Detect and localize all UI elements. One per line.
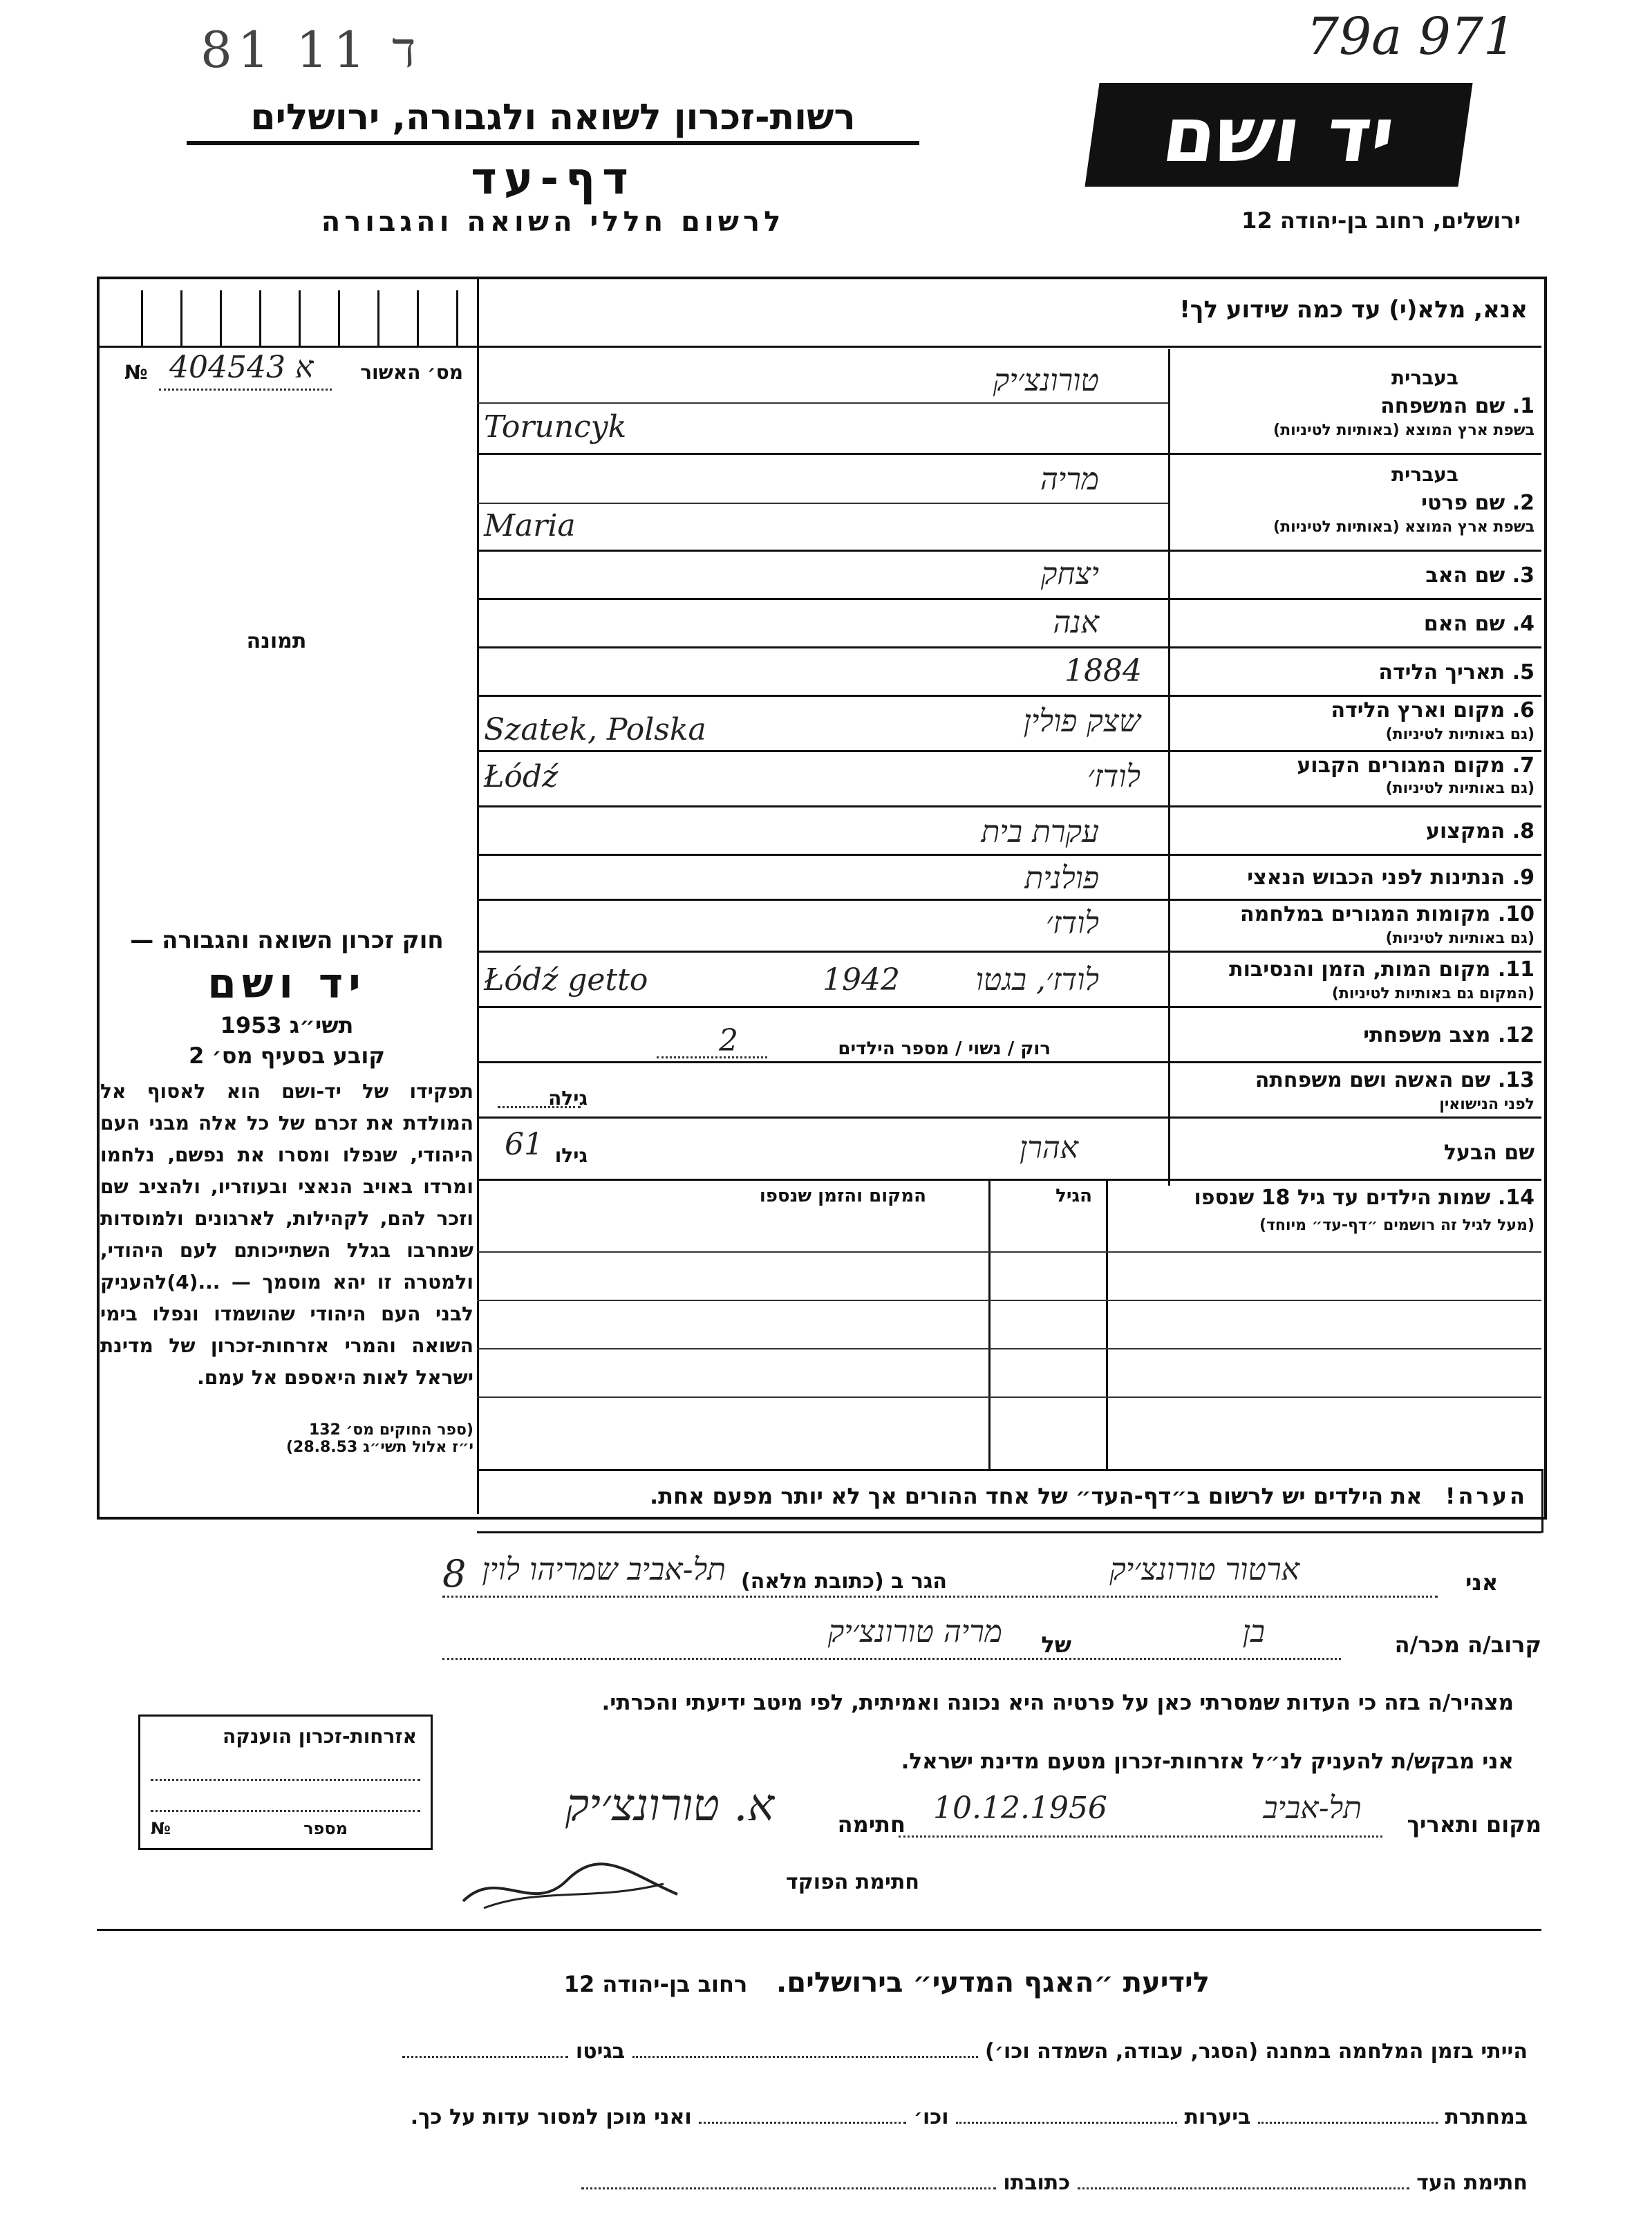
decl-statement-2: אני מבקש/ת להעניק לנ״ל אזרחות-זכרון מטעם מדינת ישראל. [901, 1749, 1514, 1774]
rule [477, 951, 1541, 953]
field12-children-label: רוק / נשוי / מספר הילדים [838, 1038, 1051, 1059]
field6-hebrew-value: שצק פולין [1023, 704, 1141, 739]
approval-value: 404543 א [169, 350, 314, 385]
field3-num: 3. [1512, 563, 1534, 588]
rule [151, 1810, 420, 1812]
rule [477, 1116, 1541, 1119]
photo-label: תמונה [246, 629, 307, 653]
bottom-line-1 [104, 2039, 1528, 2064]
field11-year: 1942 [823, 962, 900, 998]
rule [477, 402, 1168, 404]
decl-officer-label: חתימת הפוקד [786, 1870, 919, 1894]
law-body: תפקידו של יד-ושם הוא לאסוף אל המולדת את זכרם של כל אלה מבני העם היהודי, שנפלו ומסרו את נפשם, נלחמו ומרדו באויב הנאצי ובעוזריו, ולהציב שם וזכר להם, לקהילות, לארגונים ולמוסדות שנחרבו בגלל השתייכותם לעם היהודי, ולמטרה זו יהא מוסמך — ...(4)להעניק לבני העם היהודי שהושמדו ונפלו בימי השואה והמרי אזרחות-זכרון של מדינת ישראל לאות היאספם אל עמם. [100, 1080, 473, 1389]
rule [477, 598, 1541, 600]
field10-text: מקומות המגורים במלחמה [1240, 902, 1491, 926]
decl-relation: בן [1242, 1614, 1265, 1650]
rule [699, 2122, 906, 2124]
field11-label [1229, 957, 1534, 982]
bottom-title-row [415, 1967, 1210, 1999]
field5-text: תאריך הלידה [1378, 660, 1505, 684]
decl-signature-label: חתימה [837, 1811, 905, 1838]
approval-label: מס׳ האשור [360, 361, 463, 384]
rule [477, 750, 1541, 752]
field7-hebrew-value: לודז׳ [1087, 759, 1141, 794]
decl-ani: אני [1465, 1569, 1499, 1596]
field8-value: עקרת בית [981, 814, 1099, 850]
field3-value: יצחק [1040, 557, 1099, 592]
field14-num: 14. [1497, 1186, 1534, 1210]
approval-no-sign: № [124, 361, 148, 384]
approval-field [104, 350, 470, 394]
form-title: דף-עד [471, 153, 635, 205]
citizenship-number-label: מספר [303, 1819, 348, 1838]
field14-col-place: המקום והזמן שנספו [759, 1186, 926, 1206]
field9-num: 9. [1512, 866, 1534, 890]
origin-1: בשפת ארץ המוצא (באותיות לטיניות) [1273, 422, 1534, 439]
field4-num: 4. [1512, 612, 1534, 636]
lang-hebrew-1: בעברית [1391, 366, 1458, 389]
rule [899, 1835, 1382, 1838]
field9-value: פולנית [1024, 861, 1099, 896]
field5-num: 5. [1512, 660, 1534, 684]
field10-label [1240, 902, 1534, 926]
margin-mark: 8 [442, 1552, 467, 1596]
rule [1258, 2122, 1438, 2124]
field1-num: 1. [1512, 394, 1534, 418]
rule [477, 503, 1168, 504]
rule [402, 2056, 568, 2058]
field5-label [1378, 660, 1534, 684]
latin-also-6: (גם באותיות לטיניות) [1385, 726, 1534, 743]
rule [477, 346, 1541, 348]
rule [477, 550, 1541, 552]
lang-hebrew-2: בעברית [1391, 463, 1458, 486]
husband-age-label: גילו [554, 1144, 588, 1167]
bottom-line1a: הייתי בזמן המלחמה במחנה [1265, 2039, 1528, 2064]
rule [1078, 2187, 1409, 2189]
decl-resident-label: הגר ב (כתובת מלאה) [740, 1569, 947, 1594]
bottom-line2a: במחתרת [1445, 2105, 1528, 2129]
field14-col-age: הגיל [1055, 1186, 1092, 1206]
field5-value: 1884 [1064, 653, 1142, 689]
rule [477, 1006, 1541, 1008]
husband-value: אהרן [1019, 1130, 1078, 1166]
law-box [100, 926, 473, 1456]
field6-num: 6. [1512, 698, 1534, 722]
field6-label [1331, 698, 1534, 722]
field7-text: מקום המגורים הקבוע [1297, 754, 1505, 778]
decl-relative-label: קרוב/ה מכר/ה [1394, 1632, 1541, 1658]
yad-vashem-logo: יד ושם [1085, 83, 1472, 187]
field4-value: אנה [1053, 605, 1099, 640]
field8-text: המקצוע [1425, 819, 1505, 843]
field14-sub: (מעל לגיל זה רושמים ״דף-עד״ מיוחד) [1259, 1217, 1534, 1234]
rule [477, 854, 1541, 856]
rule [956, 2122, 1177, 2124]
field12-num: 12. [1497, 1023, 1534, 1047]
field6-latin-value: Szatek, Polska [484, 712, 706, 747]
field13-num: 13. [1497, 1068, 1534, 1092]
law-year: תשי״ג 1953 [220, 1012, 354, 1038]
note-border [1541, 1469, 1543, 1533]
decl-date: 10.12.1956 [933, 1791, 1107, 1826]
note-label: הערה! [1445, 1483, 1528, 1509]
field9-text: הנתינות לפני הכבוש הנאצי [1247, 866, 1505, 890]
field2-num: 2. [1512, 491, 1534, 515]
citizenship-box [138, 1715, 433, 1850]
rule [477, 899, 1541, 901]
husband-label: שם הבעל [1443, 1141, 1534, 1165]
field3-text: שם האב [1425, 563, 1505, 588]
field1-latin-value: Toruncyk [484, 409, 627, 445]
field13-text: שם האשה ושם משפחתה [1255, 1068, 1491, 1092]
place-latin-also-11: (המקום גם באותיות לטיניות) [1331, 985, 1534, 1002]
bottom-line2d: ואני מוכן למסור עדות על כך. [410, 2105, 692, 2129]
field14-text: שמות הילדים עד גיל 18 שנספו [1194, 1186, 1491, 1210]
rule [442, 1596, 1438, 1598]
decl-place-date-label: מקום ותאריך [1407, 1811, 1541, 1838]
form-subtitle: לרשום חללי השואה והגבורה [321, 206, 785, 238]
field4-text: שם האם [1423, 612, 1505, 636]
label-col-divider [1168, 349, 1170, 1186]
rule [151, 1779, 420, 1781]
field9-label [1247, 866, 1534, 890]
children-col-divider-1 [1106, 1179, 1108, 1469]
rule [477, 453, 1541, 455]
bottom-line-2 [104, 2105, 1528, 2129]
note-text: את הילדים יש לרשום ב״דף-העד״ של אחד ההורים אך לא יותר מפעם אחת. [650, 1483, 1423, 1509]
rule [477, 695, 1541, 697]
citizenship-no-sign: № [151, 1819, 171, 1838]
field7-latin-value: Łódź [484, 759, 559, 794]
field7-label [1297, 754, 1534, 778]
rule [477, 646, 1541, 648]
officer-signature-scribble [456, 1853, 684, 1915]
field7-num: 7. [1512, 754, 1534, 778]
bottom-address: רחוב בן-יהודה 12 [563, 1971, 748, 1997]
field11-num: 11. [1497, 957, 1534, 982]
field10-value: לודז׳ [1046, 906, 1099, 941]
bottom-line1b: (הסגר, עבודה, השמדה וכו׳) [985, 2039, 1259, 2064]
field8-label [1426, 819, 1534, 843]
rule [477, 1300, 1541, 1301]
instructions: אנא, מלא(י) עד כמה שידוע לך! [1179, 296, 1528, 324]
bottom-line3a: חתימת העד [1416, 2171, 1528, 2195]
header-address: ירושלים, רחוב בן-יהודה 12 [1241, 207, 1521, 234]
rule [581, 2187, 996, 2189]
rule [442, 1658, 1341, 1660]
field12-label [1363, 1023, 1534, 1047]
rule [477, 1179, 1541, 1181]
bottom-line2b: ביערות [1184, 2105, 1251, 2129]
field2-latin-value: Maria [484, 508, 576, 543]
field13-age-label: גילה [548, 1087, 588, 1110]
decl-signature: א. טורונצ׳יק [565, 1780, 774, 1831]
rule [477, 1396, 1541, 1398]
decl-statement-1: מצהיר/ה בזה כי העדות שמסרתי כאן על פרטיה היא נכונה ואמיתית, לפי מיטב ידיעתי והכרתי. [601, 1690, 1514, 1715]
law-ref-1: (ספר החוקים מס׳ 132 [308, 1421, 473, 1439]
field2-text: שם פרטי [1421, 491, 1505, 515]
latin-also-10: (גם באותיות לטיניות) [1385, 930, 1534, 947]
children-col-divider-2 [988, 1179, 991, 1469]
rule [477, 805, 1541, 807]
rule [477, 1061, 1541, 1063]
before-marriage: לפני הנישואין [1439, 1096, 1534, 1113]
field3-label [1425, 563, 1534, 588]
bottom-title: לידיעת ״האגף המדעי״ בירושלים. [776, 1967, 1210, 1999]
bottom-line-3 [104, 2171, 1528, 2195]
field1-hebrew-value: טורונצ׳יק [993, 363, 1099, 398]
top-stamp: 81 11 ד [200, 21, 422, 79]
field8-num: 8. [1512, 819, 1534, 843]
decl-of-value: מריה טורונצ׳יק [827, 1614, 1002, 1650]
field14-label [1194, 1186, 1534, 1210]
field10-num: 10. [1497, 902, 1534, 926]
rule [97, 346, 477, 348]
bottom-line3b: כתובתו [1003, 2171, 1071, 2195]
law-clause: קובע בסעיף מס׳ 2 [189, 1043, 385, 1069]
top-number: 79a 971 [1306, 7, 1517, 66]
rule [477, 1531, 1541, 1533]
law-ref-2: י״ז אלול תשי״ג 28.8.53) [285, 1439, 473, 1456]
field1-text: שם המשפחה [1380, 394, 1505, 418]
field12-text: מצב משפחתי [1363, 1023, 1491, 1047]
field11-hebrew-value: לודז׳, בגטו [975, 962, 1099, 998]
rule [477, 1469, 1541, 1471]
tally-boxes [104, 290, 470, 346]
field6-text: מקום וארץ הלידה [1331, 698, 1505, 722]
decl-address: תל-אביב שמריהו לוין [482, 1552, 726, 1587]
latin-also-7: (גם באותיות לטיניות) [1385, 780, 1534, 797]
note-row [484, 1483, 1528, 1509]
field12-children-value: 2 [719, 1023, 738, 1058]
field1-label [1380, 394, 1534, 418]
field4-label [1424, 612, 1534, 636]
law-logo: יד ושם [207, 960, 366, 1008]
decl-place: תל-אביב [1263, 1791, 1362, 1826]
rule [477, 1251, 1541, 1253]
field2-label [1421, 491, 1534, 515]
bottom-line2c: וכו׳ [913, 2105, 949, 2129]
origin-2: בשפת ארץ המוצא (באותיות לטיניות) [1273, 518, 1534, 536]
rule [477, 1348, 1541, 1349]
org-line: רשות-זכרון לשואה ולגבורה, ירושלים [187, 97, 919, 145]
field11-latin-value: Łódź getto [484, 962, 648, 998]
rule [632, 2056, 978, 2058]
husband-age-value: 61 [505, 1127, 543, 1162]
rule [657, 1056, 767, 1058]
rule [97, 1929, 1541, 1931]
decl-name: ארטור טורונצ׳יק [1109, 1552, 1299, 1587]
citizenship-title: אזרחות-זכרון הוענקה [223, 1725, 417, 1748]
left-col-divider [477, 277, 479, 1514]
field11-text: מקום המות, הזמן והנסיבות [1229, 957, 1491, 982]
decl-of-label: של [1041, 1632, 1071, 1658]
bottom-line1c: בגיטו [575, 2039, 626, 2064]
rule [498, 1106, 581, 1108]
field13-label [1255, 1068, 1534, 1092]
rule [159, 389, 332, 391]
field2-hebrew-value: מריה [1040, 462, 1099, 497]
law-title: חוק זכרון השואה והגבורה — [130, 926, 444, 954]
